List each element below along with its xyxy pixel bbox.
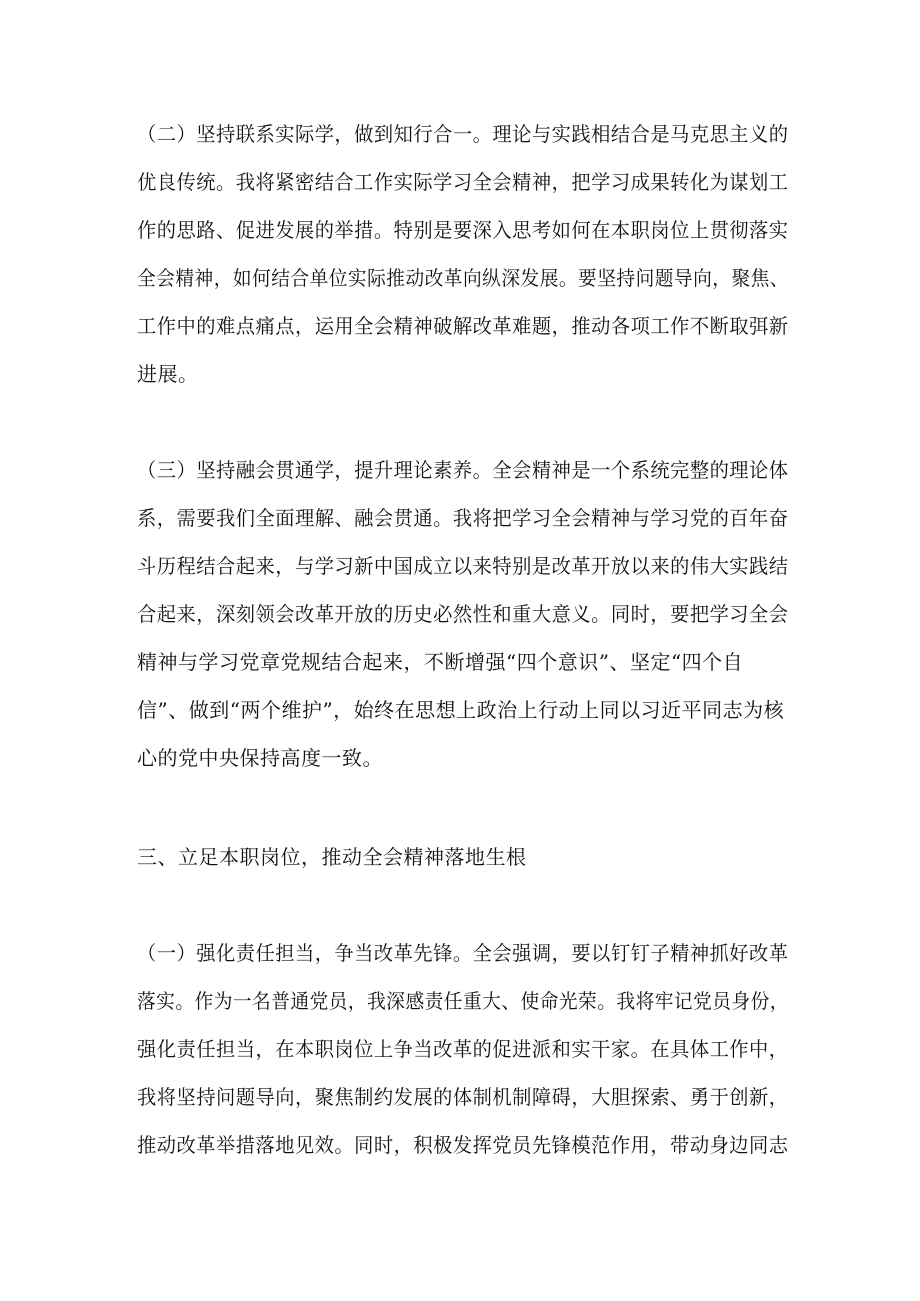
text-line: 信”、做到“两个维护”，始终在思想上政治上行动上同以习近平同志为核 xyxy=(137,698,785,722)
text-line: 精神与学习党章党规结合起来，不断增强“四个意识”、坚定“四个自 xyxy=(137,650,744,674)
text-line: 心的党中央保持高度一致。 xyxy=(137,746,383,770)
section-heading-text: 三、立足本职岗位，推动全会精神落地生根 xyxy=(137,845,527,869)
text-line: 落实。作为一名普通党员，我深感责任重大、使命光荣。我将牢记党员身份， xyxy=(137,989,789,1013)
text-line: 推动改革举措落地见效。同时，积极发挥党员先锋模范作用，带动身边同志 xyxy=(137,1133,789,1157)
text-line: 全会精神，如何结合单位实际推动改革向纵深发展。要坚持问题导向，聚焦、 xyxy=(137,266,789,290)
text-line: 我将坚持问题导向，聚焦制约发展的体制机制障碍，大胆探索、勇于创新， xyxy=(137,1085,789,1109)
text-line: 系，需要我们全面理解、融会贯通。我将把学习全会精神与学习党的百年奋 xyxy=(137,506,789,530)
text-line: 合起来，深刻领会改革开放的历史必然性和重大意义。同时，要把学习全会 xyxy=(137,602,789,626)
text-line: 进展。 xyxy=(137,362,199,386)
text-line: （三）坚持融会贯通学，提升理论素养。全会精神是一个系统完整的理论体 xyxy=(137,458,789,482)
text-line: （一）强化责任担当，争当改革先锋。全会强调，要以钉钉子精神抓好改革 xyxy=(137,941,789,965)
text-line: （二）坚持联系实际学，做到知行合一。理论与实践相结合是马克思主义的 xyxy=(137,122,789,146)
text-line: 优良传统。我将紧密结合工作实际学习全会精神，把学习成果转化为谋划工 xyxy=(137,170,789,194)
text-line: 斗历程结合起来，与学习新中国成立以来特别是改革开放以来的伟大实践结 xyxy=(137,554,789,578)
text-line: 工作中的难点痛点，运用全会精神破解改革难题，推动各项工作不断取弭新 xyxy=(137,314,789,338)
text-line: 作的思路、促进发展的举措。特别是要深入思考如何在本职岗位上贯彻落实 xyxy=(137,218,789,242)
text-line: 强化责任担当，在本职岗位上争当改革的促进派和实干家。在具体工作中， xyxy=(137,1037,789,1061)
